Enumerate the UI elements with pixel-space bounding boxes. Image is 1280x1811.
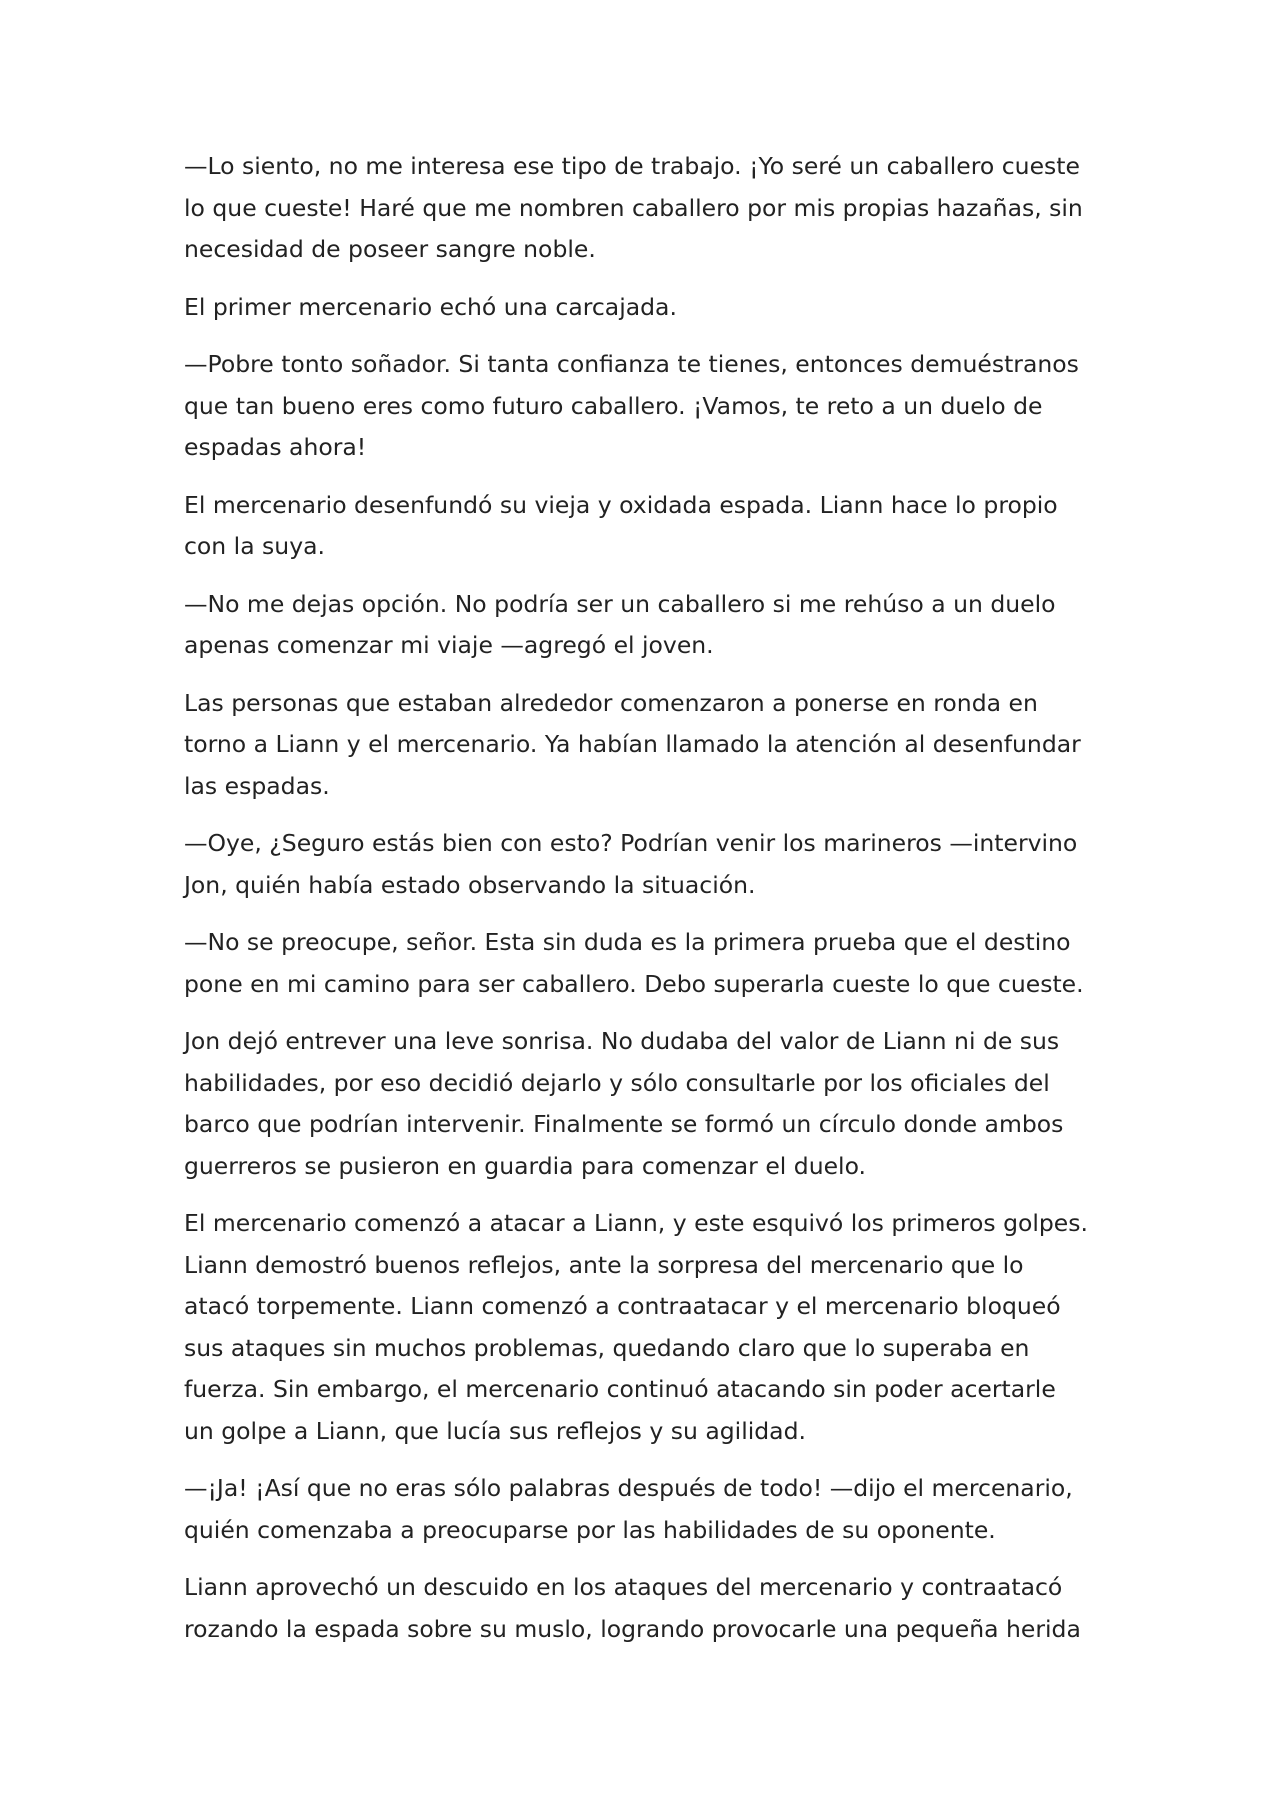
text-line: —No se preocupe, señor. Esta sin duda es la primera prueba que el destino [184,928,1071,956]
paragraph [184,287,1100,329]
text-line: El primer mercenario echó una carcajada. [184,292,677,321]
text-line: lo que cueste! Haré que me nombren caballero por mis propias hazañas, sin [184,193,1083,222]
text-line: El mercenario desenfundó su vieja y oxidada espada. Liann hace lo propio [184,490,1058,519]
text-line: necesidad de poseer sangre noble. [184,235,596,263]
text-line: torno a Liann y el mercenario. Ya habían llamado la atención al desenfundar [184,730,1081,758]
text-line: —¡Ja! ¡Así que no eras sólo palabras después de todo! —dijo el mercenario, [184,1474,1073,1502]
text-line: Jon dejó entrever una leve sonrisa. No dudaba del valor de Liann ni de sus [184,1027,1060,1055]
text-line: guerreros se pusieron en guardia para comenzar el duelo. [184,1151,867,1180]
text-line: pone en mi camino para ser caballero. Debo superarla cueste lo que cueste. [184,969,1084,998]
text-line: El mercenario comenzó a atacar a Liann, y este esquivó los primeros golpes. [184,1209,1088,1237]
paragraph [184,922,1100,1005]
text-line: —Lo siento, no me interesa ese tipo de trabajo. ¡Yo seré un caballero cueste [184,152,1080,180]
text-line: habilidades, por eso decidió dejarlo y sólo consultarle por los oficiales del [184,1068,1050,1097]
paragraph [184,683,1100,808]
paragraph [184,1203,1100,1452]
body-text [184,146,1100,1666]
text-line: con la suya. [184,532,325,560]
text-line: espadas ahora! [184,433,367,461]
text-line: las espadas. [184,771,330,800]
paragraph [184,584,1100,667]
text-line: que tan bueno eres como futuro caballero. ¡Vamos, te reto a un duelo de [184,391,1043,420]
text-line: un golpe a Liann, que lucía sus reflejos y su agilidad. [184,1416,806,1445]
text-line: barco que podrían intervenir. Finalmente se formó un círculo donde ambos [184,1110,1064,1138]
text-line: —Pobre tonto soñador. Si tanta confianza te tienes, entonces demuéstranos [184,350,1079,378]
text-line: Liann aprovechó un descuido en los ataques del mercenario y contraatacó [184,1573,1063,1601]
text-line: Liann demostró buenos reflejos, ante la sorpresa del mercenario que lo [184,1250,1024,1279]
text-line: Jon, quién había estado observando la situación. [184,870,756,899]
text-line: fuerza. Sin embargo, el mercenario continuó atacando sin poder acertarle [184,1375,1056,1403]
paragraph [184,823,1100,906]
paragraph [184,146,1100,271]
text-line: rozando la espada sobre su muslo, logrando provocarle una pequeña herida [184,1614,1081,1643]
text-line: atacó torpemente. Liann comenzó a contraatacar y el mercenario bloqueó [184,1292,1061,1320]
paragraph [184,1567,1100,1650]
text-line: apenas comenzar mi viaje —agregó el joven. [184,631,714,659]
text-line: quién comenzaba a preocuparse por las habilidades de su oponente. [184,1515,996,1544]
paragraph [184,1468,1100,1551]
paragraph [184,1021,1100,1187]
text-line: sus ataques sin muchos problemas, quedando claro que lo superaba en [184,1333,1030,1362]
text-line: —No me dejas opción. No podría ser un caballero si me rehúso a un duelo [184,589,1056,618]
paragraph [184,485,1100,568]
paragraph [184,344,1100,469]
text-line: —Oye, ¿Seguro estás bien con esto? Podrían venir los marineros —intervino [184,829,1078,857]
text-line: Las personas que estaban alrededor comenzaron a ponerse en ronda en [184,688,1038,717]
